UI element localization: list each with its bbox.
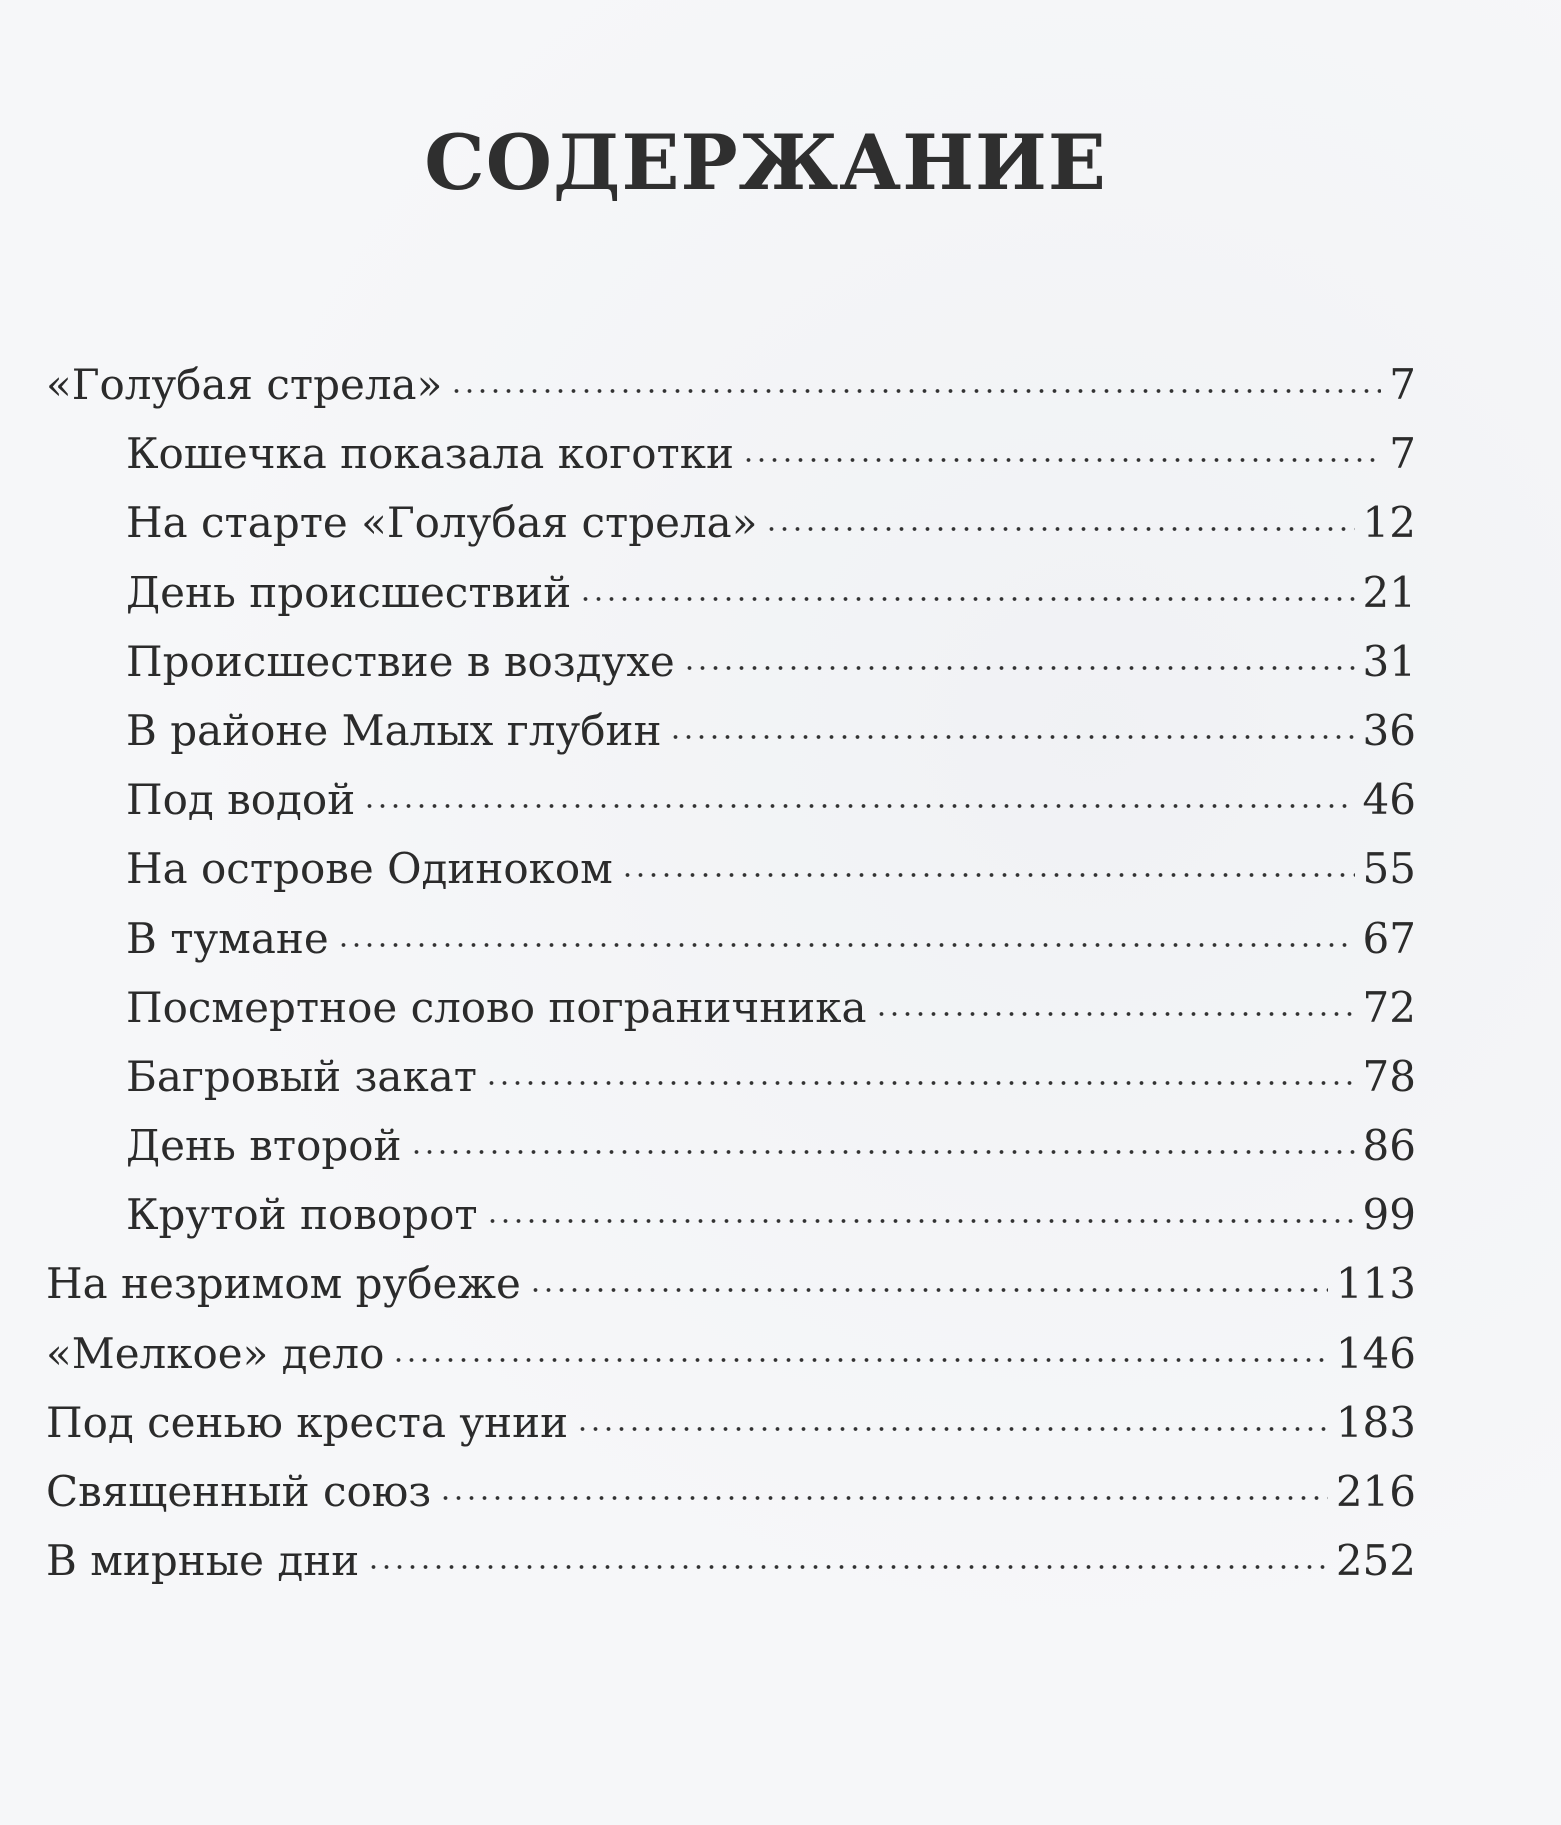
table-of-contents [46,350,1416,1595]
toc-entry-title: В районе Малых глубин [126,705,662,755]
toc-entry[interactable] [46,1526,1416,1595]
toc-entry-title: «Голубая стрела» [46,360,443,409]
toc-entry-page: 55 [1362,844,1416,894]
toc-entry[interactable] [46,904,1416,973]
dot-leader [579,597,1354,601]
dot-leader [450,389,1381,393]
dot-leader [683,666,1355,670]
dot-leader [410,1150,1355,1154]
toc-entry-page: 86 [1362,1121,1416,1171]
toc-entry[interactable] [46,1042,1416,1111]
toc-entry[interactable] [46,765,1416,834]
toc-entry[interactable] [46,558,1416,627]
toc-entry-title: На старте «Голубая стрела» [126,498,758,548]
toc-entry-title: Под сенью креста унии [46,1397,569,1447]
toc-entry[interactable] [46,350,1416,419]
toc-entry-page: 72 [1362,982,1416,1032]
dot-leader [367,1565,1328,1569]
dot-leader [875,1012,1355,1016]
toc-entry-page: 78 [1362,1051,1416,1101]
dot-leader [439,1496,1328,1500]
dot-leader [669,735,1354,739]
toc-entry[interactable] [46,419,1416,488]
dot-leader [486,1219,1355,1223]
toc-entry-page: 46 [1362,775,1416,825]
toc-entry[interactable] [46,696,1416,765]
toc-entry-page: 146 [1335,1328,1416,1378]
toc-entry-page: 21 [1362,567,1416,617]
toc-entry-title: «Мелкое» дело [46,1328,385,1378]
toc-entry-page: 36 [1362,705,1416,755]
dot-leader [337,943,1355,947]
toc-entry-title: Под водой [126,775,356,825]
toc-entry-title: В мирные дни [46,1536,360,1586]
dot-leader [621,873,1355,877]
dot-leader [765,527,1354,531]
toc-entry-title: День второй [126,1121,402,1171]
dot-leader [392,1358,1327,1362]
toc-entry[interactable] [46,834,1416,903]
toc-entry[interactable] [46,1111,1416,1180]
toc-entry-page: 183 [1335,1397,1416,1447]
dot-leader [576,1427,1328,1431]
dot-leader [363,804,1354,808]
toc-entry-page: 216 [1335,1467,1416,1516]
toc-entry-title: Священный союз [46,1467,432,1516]
toc-entry-title: Багровый закат [126,1051,477,1101]
toc-entry-page: 252 [1335,1536,1416,1586]
dot-leader [485,1081,1355,1085]
dot-leader [742,458,1381,462]
toc-entry-page: 67 [1362,913,1416,963]
page-title: СОДЕРЖАНИЕ [424,118,1107,207]
toc-entry-title: Кошечка показала коготки [126,429,734,479]
toc-entry-title: В тумане [126,913,329,963]
toc-entry[interactable] [46,1180,1416,1249]
toc-entry-page: 12 [1362,498,1416,548]
toc-entry-page: 7 [1389,429,1416,479]
toc-entry[interactable] [46,627,1416,696]
toc-entry[interactable] [46,488,1416,557]
toc-entry-title: На острове Одиноком [126,844,613,894]
toc-entry-title: Происшествие в воздухе [126,636,675,686]
toc-entry[interactable] [46,973,1416,1042]
toc-entry[interactable] [46,1388,1416,1457]
dot-leader [529,1288,1328,1292]
toc-entry[interactable] [46,1457,1416,1526]
toc-entry-title: На незримом рубеже [46,1259,521,1309]
toc-entry[interactable] [46,1319,1416,1388]
toc-entry-page: 7 [1389,360,1416,409]
toc-entry[interactable] [46,1249,1416,1318]
toc-entry-page: 113 [1335,1259,1416,1309]
toc-entry-page: 31 [1362,636,1416,686]
toc-entry-title: Крутой поворот [126,1190,478,1240]
toc-entry-page: 99 [1362,1190,1416,1240]
toc-entry-title: Посмертное слово пограничника [126,982,867,1032]
toc-entry-title: День происшествий [126,567,572,617]
